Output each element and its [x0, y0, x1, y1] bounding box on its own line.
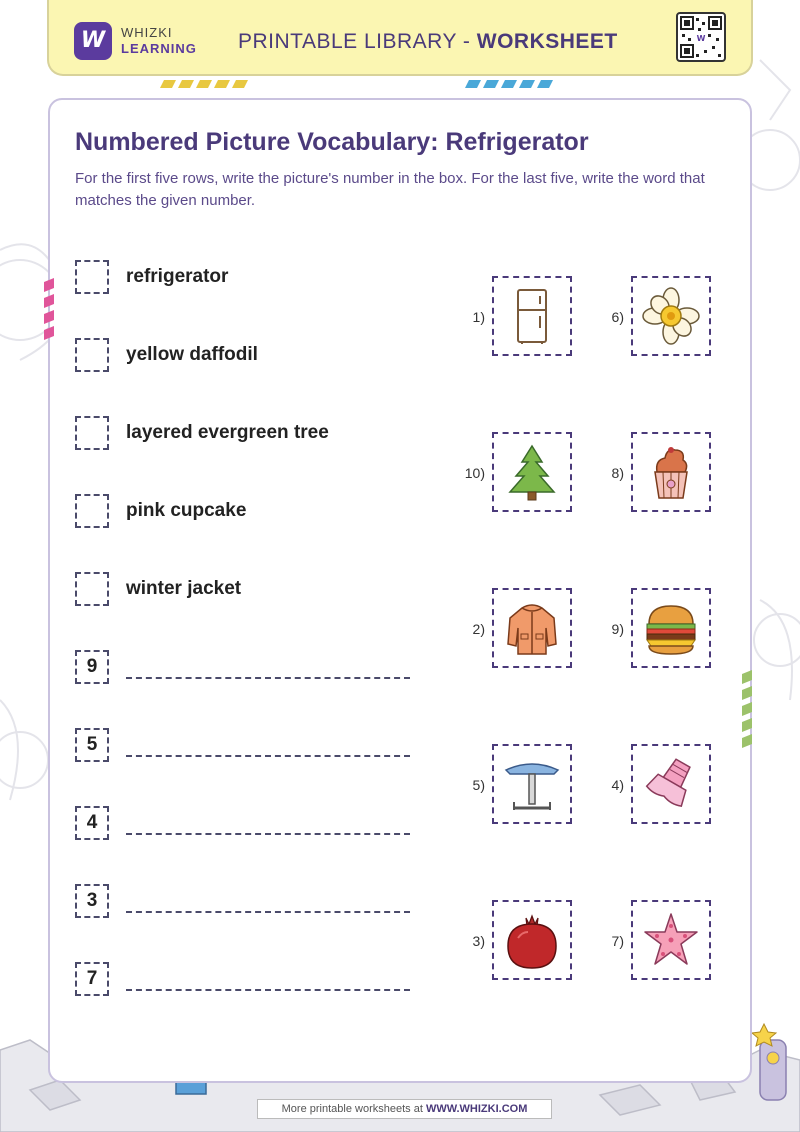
picture-number: 5)	[472, 777, 485, 793]
picture-number: 6)	[611, 309, 624, 325]
picture-card	[631, 588, 711, 668]
daffodil-icon	[641, 286, 701, 346]
answer-box-4[interactable]	[75, 494, 109, 528]
answer-box-1[interactable]	[75, 260, 109, 294]
whizki-logo-icon[interactable]: W	[74, 22, 112, 60]
qr-pattern	[678, 14, 724, 60]
footer-link[interactable]	[257, 1099, 552, 1119]
worksheet-instructions: For the first five rows, write the picture's number in the box. For the last five, write the word that matches the given number.	[75, 170, 705, 209]
picture-number: 2)	[472, 621, 485, 637]
picture-card	[492, 588, 572, 668]
answer-box-3[interactable]	[75, 416, 109, 450]
evergreen-tree-icon	[502, 442, 562, 502]
answer-box-2[interactable]	[75, 338, 109, 372]
header-title-prefix: PRINTABLE LIBRARY -	[238, 30, 477, 53]
picture-card	[492, 432, 572, 512]
number-box: 4	[75, 806, 109, 840]
qr-code-icon[interactable]	[676, 12, 726, 62]
write-line-2[interactable]	[126, 755, 410, 757]
picture-card	[631, 432, 711, 512]
number-box: 5	[75, 728, 109, 762]
write-line-5[interactable]	[126, 989, 410, 991]
tutu-dress-icon	[641, 754, 701, 814]
worksheet-title: Numbered Picture Vocabulary: Refrigerator	[75, 128, 589, 156]
write-line-1[interactable]	[126, 677, 410, 679]
pomegranate-icon	[502, 910, 562, 970]
logo-line-2: LEARNING	[121, 41, 197, 56]
yellow-stripe-decoration	[160, 80, 250, 90]
picture-number: 1)	[472, 309, 485, 325]
word-label: winter jacket	[126, 578, 242, 599]
answer-box-5[interactable]	[75, 572, 109, 606]
green-side-tabs	[742, 670, 756, 750]
word-label: refrigerator	[126, 266, 229, 287]
qr-center-letter: W	[696, 34, 706, 43]
number-box: 7	[75, 962, 109, 996]
write-line-4[interactable]	[126, 911, 410, 913]
write-line-3[interactable]	[126, 833, 410, 835]
number-box: 3	[75, 884, 109, 918]
picture-card	[631, 744, 711, 824]
logo-line-1: WHIZKI	[121, 25, 173, 40]
cupcake-icon	[641, 442, 701, 502]
word-label: yellow daffodil	[126, 344, 258, 365]
header-title	[238, 30, 618, 54]
picture-number: 8)	[611, 465, 624, 481]
hamburger-icon	[641, 598, 701, 658]
footer-prefix: More printable worksheets at	[281, 1103, 426, 1115]
refrigerator-icon	[502, 286, 562, 346]
blue-stripe-decoration	[465, 80, 555, 90]
logo-text	[121, 25, 197, 57]
picture-card	[631, 276, 711, 356]
picture-number: 4)	[611, 777, 624, 793]
picture-number: 10)	[464, 465, 485, 481]
picture-card	[492, 744, 572, 824]
number-box: 9	[75, 650, 109, 684]
picture-card	[492, 276, 572, 356]
picture-number: 7)	[611, 933, 624, 949]
pink-side-tabs	[44, 278, 58, 348]
table-icon	[502, 754, 562, 814]
footer-site[interactable]: WWW.WHIZKI.COM	[425, 1103, 528, 1115]
picture-card	[492, 900, 572, 980]
word-label: layered evergreen tree	[126, 422, 329, 443]
picture-number: 9)	[611, 621, 624, 637]
starfish-icon	[641, 910, 701, 970]
picture-card	[631, 900, 711, 980]
word-label: pink cupcake	[126, 500, 247, 521]
picture-number: 3)	[472, 933, 485, 949]
winter-jacket-icon	[502, 598, 562, 658]
header-title-bold: WORKSHEET	[476, 30, 618, 53]
